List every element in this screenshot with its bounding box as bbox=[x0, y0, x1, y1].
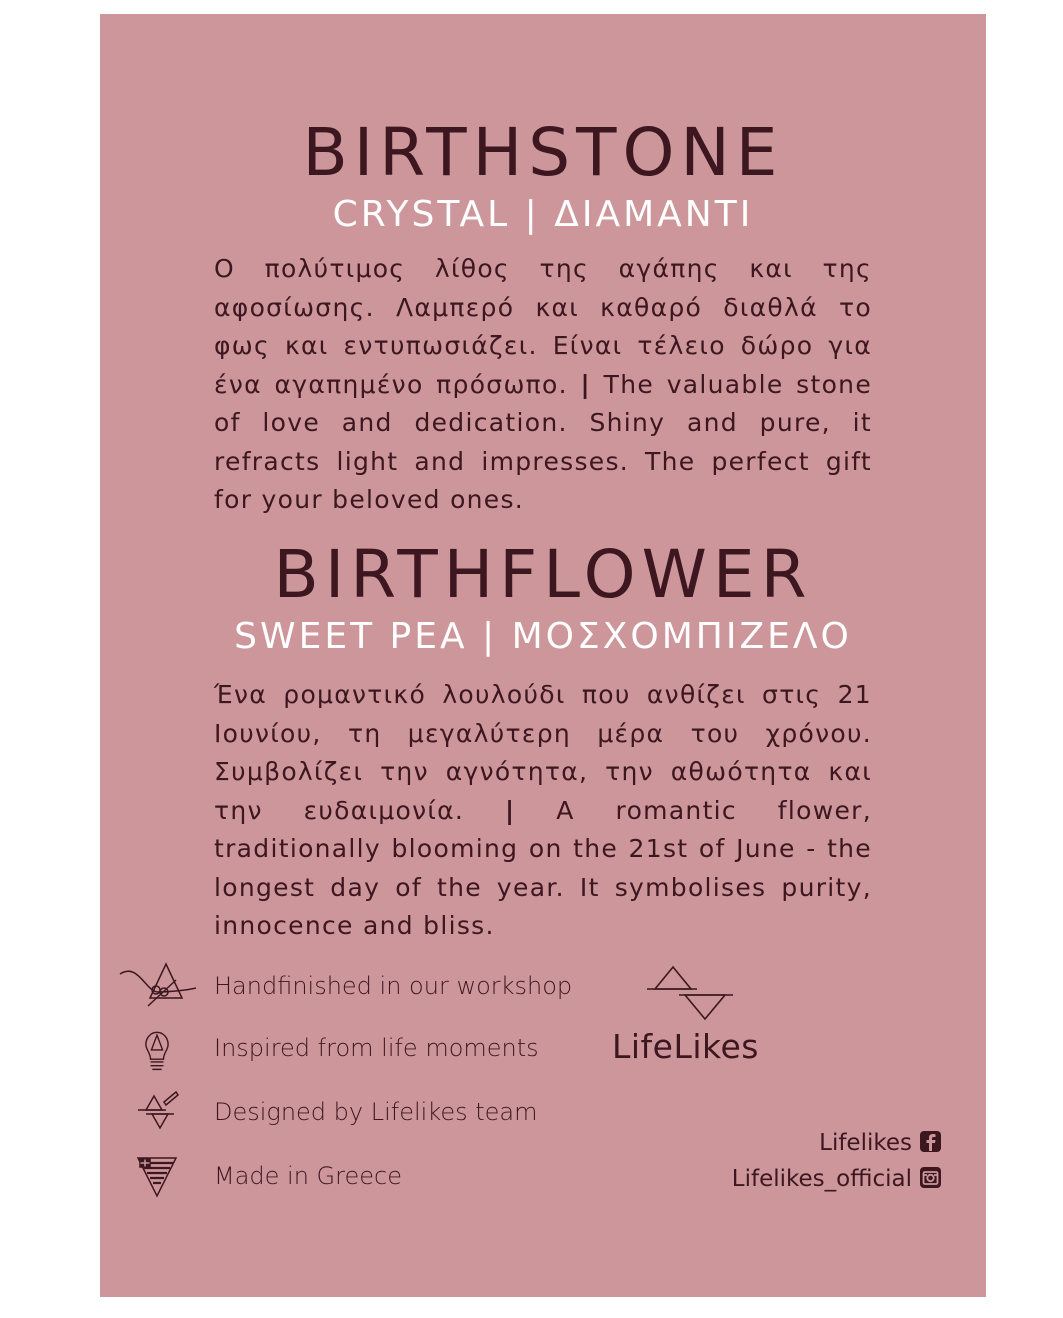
birthflower-subtitle: SWEET PEA | ΜΟΣΧΟΜΠΙΖΕΛΟ bbox=[234, 616, 852, 657]
feature-label: Inspired from life moments bbox=[214, 1034, 539, 1062]
instagram-icon[interactable] bbox=[920, 1167, 941, 1188]
birthflower-title: BIRTHFLOWER bbox=[273, 536, 813, 613]
feature-made-in-greece bbox=[118, 1152, 558, 1202]
birthflower-english-text: A romantic flower, traditionally blooming on the 21st of June - the longest day of the year. It symbolises purity, innocence and bliss. bbox=[214, 795, 873, 940]
feature-label: Designed by Lifelikes team bbox=[214, 1098, 538, 1126]
feature-label: Made in Greece bbox=[214, 1162, 402, 1190]
feature-inspired bbox=[118, 1024, 558, 1074]
birthstone-description bbox=[214, 250, 872, 520]
social-instagram[interactable] bbox=[732, 1166, 941, 1192]
birthstone-english-text: The valuable stone of love and dedication. Shiny and pure, it refracts light and impresses. The perfect gift for your beloved ones. bbox=[214, 369, 873, 514]
text-separator: | bbox=[505, 795, 516, 825]
facebook-label[interactable]: Lifelikes bbox=[819, 1130, 912, 1156]
birthstone-greek-text: Ο πολύτιμος λίθος της αγάπης και της αφοσίωσης. Λαμπερό και καθαρό διαθλά το φως και εντυπωσιάζει. Είναι τέλειο δώρο για ένα αγαπημένο πρόσωπο. bbox=[214, 254, 872, 399]
birthstone-title: BIRTHSTONE bbox=[302, 114, 784, 191]
lifelikes-logo-icon bbox=[647, 965, 737, 1021]
social-facebook[interactable] bbox=[819, 1130, 941, 1156]
greek-flag-triangle-icon bbox=[118, 1152, 196, 1202]
text-separator: | bbox=[580, 369, 591, 399]
facebook-icon[interactable] bbox=[920, 1131, 941, 1152]
feature-label: Handfinished in our workshop bbox=[214, 972, 573, 1000]
instagram-label[interactable]: Lifelikes_official bbox=[731, 1166, 912, 1192]
birthstone-subtitle: CRYSTAL | ΔΙΑΜΑΝΤΙ bbox=[332, 194, 754, 235]
scissors-triangle-icon bbox=[118, 962, 196, 1012]
feature-designed bbox=[118, 1088, 558, 1138]
feature-handfinished bbox=[118, 962, 573, 1012]
pencil-logo-icon bbox=[118, 1088, 196, 1138]
birthflower-description bbox=[214, 676, 872, 946]
brand-logo bbox=[612, 965, 772, 1066]
birthflower-greek-text: Ένα ρομαντικό λουλούδι που ανθίζει στις 21 Ιουνίου, τη μεγαλύτερη μέρα του χρόνου. Συμβολίζει την αγνότητα, την αθωότητα και την ευδαιμονία. bbox=[214, 680, 872, 825]
lightbulb-icon bbox=[118, 1024, 196, 1074]
brand-name: LifeLikes bbox=[612, 1027, 759, 1066]
